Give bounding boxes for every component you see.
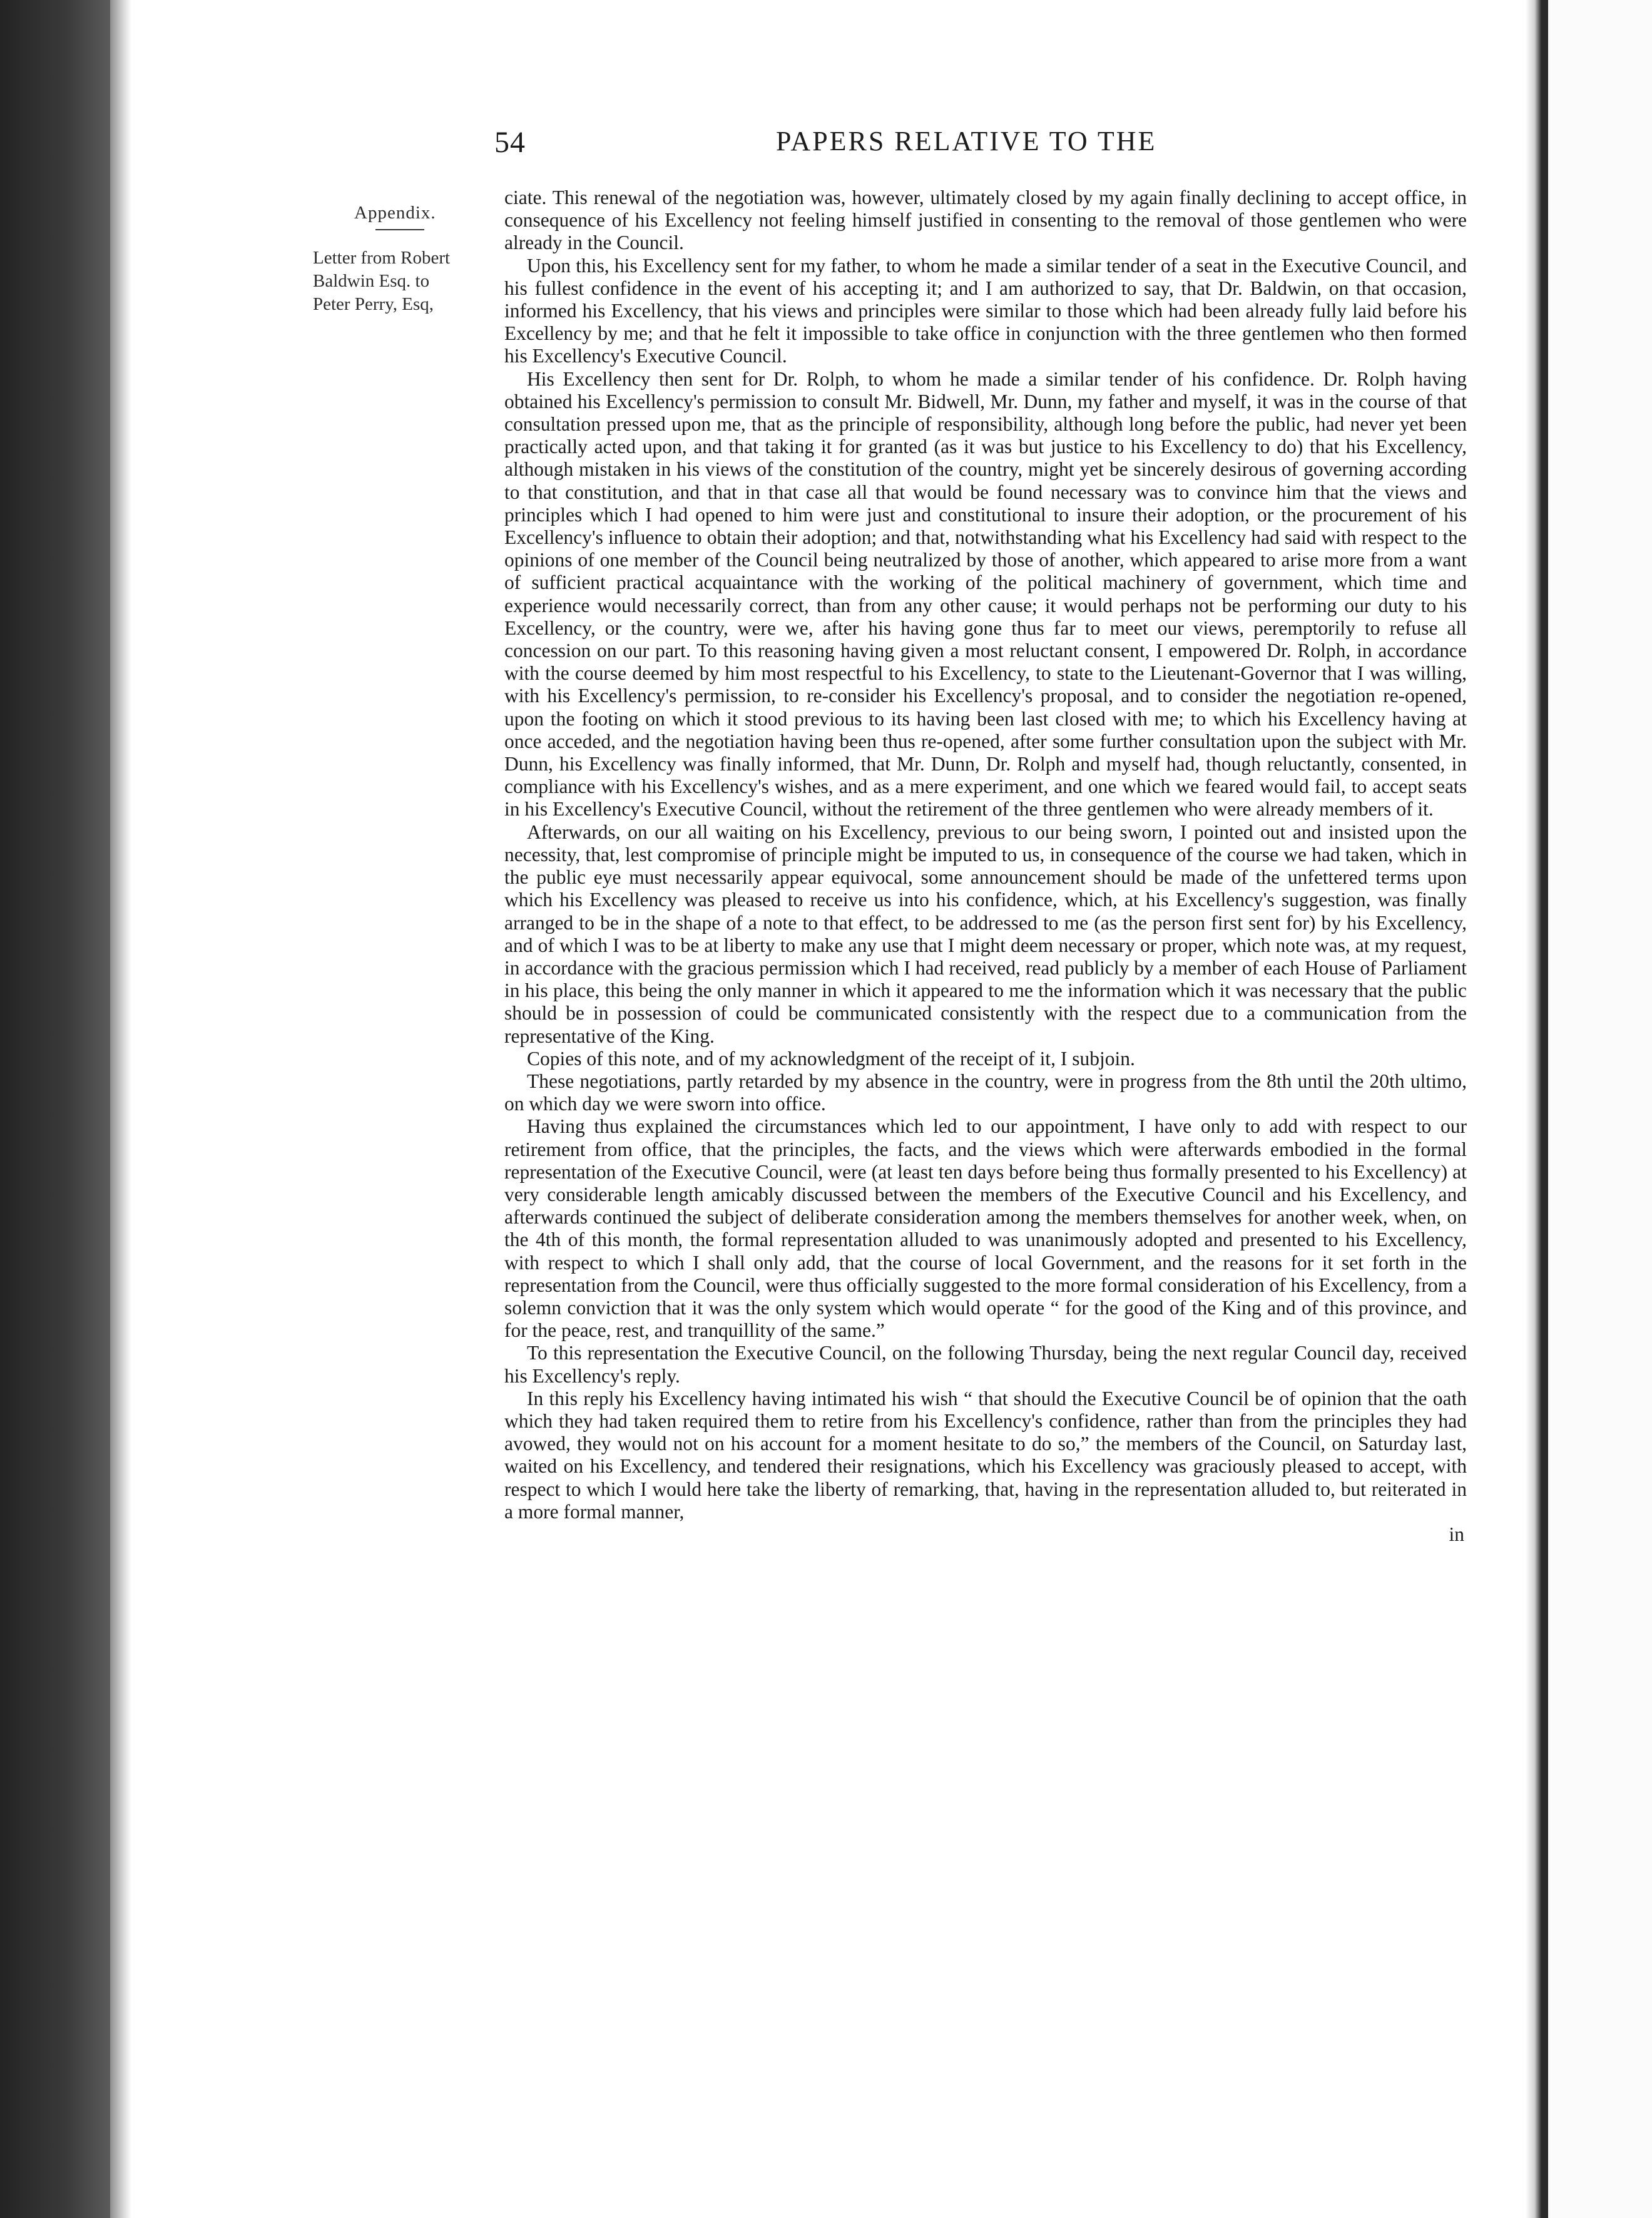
paragraph: Upon this, his Excellency sent for my father, to whom he made a similar tender of a seat in the Executive Council, and his fullest confidence in the event of his accepting it; and I am authorized to say, that Dr. Baldwin, on that occasion, informed his Excellency, that his views and principles were similar to those which had been already fully laid before his Excellency by me; and that he felt it impossible to take office in conjunction with the three gentlemen who then formed his Excellency's Executive Council.	[504, 254, 1467, 367]
paragraph: To this representation the Executive Council, on the following Thursday, being the next regular Council day, received his Excellency's reply.	[504, 1342, 1467, 1387]
margin-note-line: Peter Perry, Esq,	[313, 294, 434, 314]
scanner-dark-margin	[0, 0, 110, 2218]
paragraph: Afterwards, on our all waiting on his Excellency, previous to our being sworn, I pointed out and insisted upon the necessity, that, lest compromise of principle might be imputed to us, in consequence of the course we had taken, which in the public eye must necessarily appear equivocal, some announcement should be made of the unfettered terms upon which his Excellency was pleased to receive us into his confidence, which, at his Excellency's suggestion, was finally arranged to be in the shape of a note to that effect, to be addressed to me (as the person first sent for) by his Excellency, and of which I was to be at liberty to make any use that I might deem necessary or proper, which note was, at my request, in accordance with the gracious permission which I had received, read publicly by a member of each House of Parliament in his place, this being the only manner in which it appeared to me the information which it was necessary that the public should be in possession of could be communicated consistently with the respect due to a communication from the representative of the King.	[504, 820, 1467, 1047]
adjacent-page-edge	[1548, 0, 1652, 2218]
paragraph: Copies of this note, and of my acknowledgment of the receipt of it, I subjoin.	[527, 1047, 1135, 1070]
page-gutter	[1526, 0, 1548, 2218]
page-number: 54	[494, 126, 526, 159]
paragraph: These negotiations, partly retarded by my absence in the country, were in progress from the 8th until the 20th ultimo, on which day we were sworn into office.	[504, 1070, 1467, 1115]
running-title: PAPERS RELATIVE TO THE	[776, 126, 1157, 156]
margin-note-line: Baldwin Esq. to	[313, 271, 430, 291]
main-text-column	[504, 187, 1467, 1546]
margin-appendix-label: Appendix.	[354, 203, 436, 223]
catchword: in	[1449, 1523, 1464, 1545]
paragraph: ciate. This renewal of the negotiation was, however, ultimately closed by my again finally declining to accept office, in consequence of his Excellency not feeling himself justified in consenting to the removal of those gentlemen who were already in the Council.	[504, 187, 1467, 254]
paragraph: In this reply his Excellency having intimated his wish “ that should the Executive Council be of opinion that the oath which they had taken required them to retire from his Excellency's confidence, rather than from the principles they had avowed, they would not on his account for a moment hesitate to do so,” the members of the Council, on Saturday last, waited on his Excellency, and tendered their resignations, which his Excellency was graciously pleased to accept, with respect to which I would here take the liberty of remarking, that, having in the representation alluded to, but reiterated in a more formal manner,	[504, 1387, 1467, 1523]
binding-shadow	[110, 0, 131, 2218]
paragraph: His Excellency then sent for Dr. Rolph, to whom he made a similar tender of his confidence. Dr. Rolph having obtained his Excellency's permission to consult Mr. Bidwell, Mr. Dunn, my father and myself, it was in the course of that consultation pressed upon me, that as the principle of responsibility, although long before the public, had never yet been practically acted upon, and that taking it for granted (as it was but justice to his Excellency to do) that his Excellency, although mistaken in his views of the constitution of the country, might yet be sincerely desirous of governing according to that constitution, and that in that case all that would be found necessary was to convince him that the views and principles which I had opened to him were just and constitutional to insure their adoption, or the procurement of his Excellency's influence to obtain their adoption; and that, notwithstanding what his Excellency had said with respect to the opinions of one member of the Council being neutralized by those of another, which appeared to arise more from a want of sufficient practical acquaintance with the working of the political machinery of government, which time and experience would necessarily correct, than from any other cause; it would perhaps not be performing our duty to his Excellency, or the country, were we, after his having gone thus far to meet our views, peremptorily to refuse all concession on our part. To this reasoning having given a most reluctant consent, I empowered Dr. Rolph, in accordance with the course deemed by him most respectful to his Excellency, to state to the Lieutenant-Governor that I was willing, with his Excellency's permission, to re-consider his Excellency's proposal, and to consider the negotiation re-opened, upon the footing on which it stood previous to its having been last closed with me; to which his Excellency having at once acceded, and the negotiation having been thus re-opened, after some further consultation upon the subject with Mr. Dunn, his Excellency was finally informed, that Mr. Dunn, Dr. Rolph and myself had, though reluctantly, consented, in compliance with his Excellency's wishes, and as a mere experiment, and one which we feared would fail, to accept seats in his Excellency's Executive Council, without the retirement of the three gentlemen who were already members of it.	[504, 367, 1467, 820]
paragraph: Having thus explained the circumstances which led to our appointment, I have only to add with respect to our retirement from office, that the principles, the facts, and the views which were afterwards embodied in the formal representation of the Executive Council, were (at least ten days before being thus formally presented to his Excellency) at very considerable length amicably discussed between the members of the Executive Council and his Excellency, and afterwards continued the subject of deliberate consideration among the members themselves for another week, when, on the 4th of this month, the formal representation alluded to was unanimously adopted and presented to his Excellency, with respect to which I shall only add, that the course of local Government, and the reasons for it set forth in the representation from the Council, were thus officially suggested to the more formal consideration of his Excellency, from a solemn conviction that it was the only system which would operate “ for the good of the King and of this province, and for the peace, rest, and tranquillity of the same.”	[504, 1115, 1467, 1342]
margin-rule	[375, 229, 424, 230]
margin-note	[313, 247, 450, 316]
margin-note-line: Letter from Robert	[313, 248, 451, 268]
